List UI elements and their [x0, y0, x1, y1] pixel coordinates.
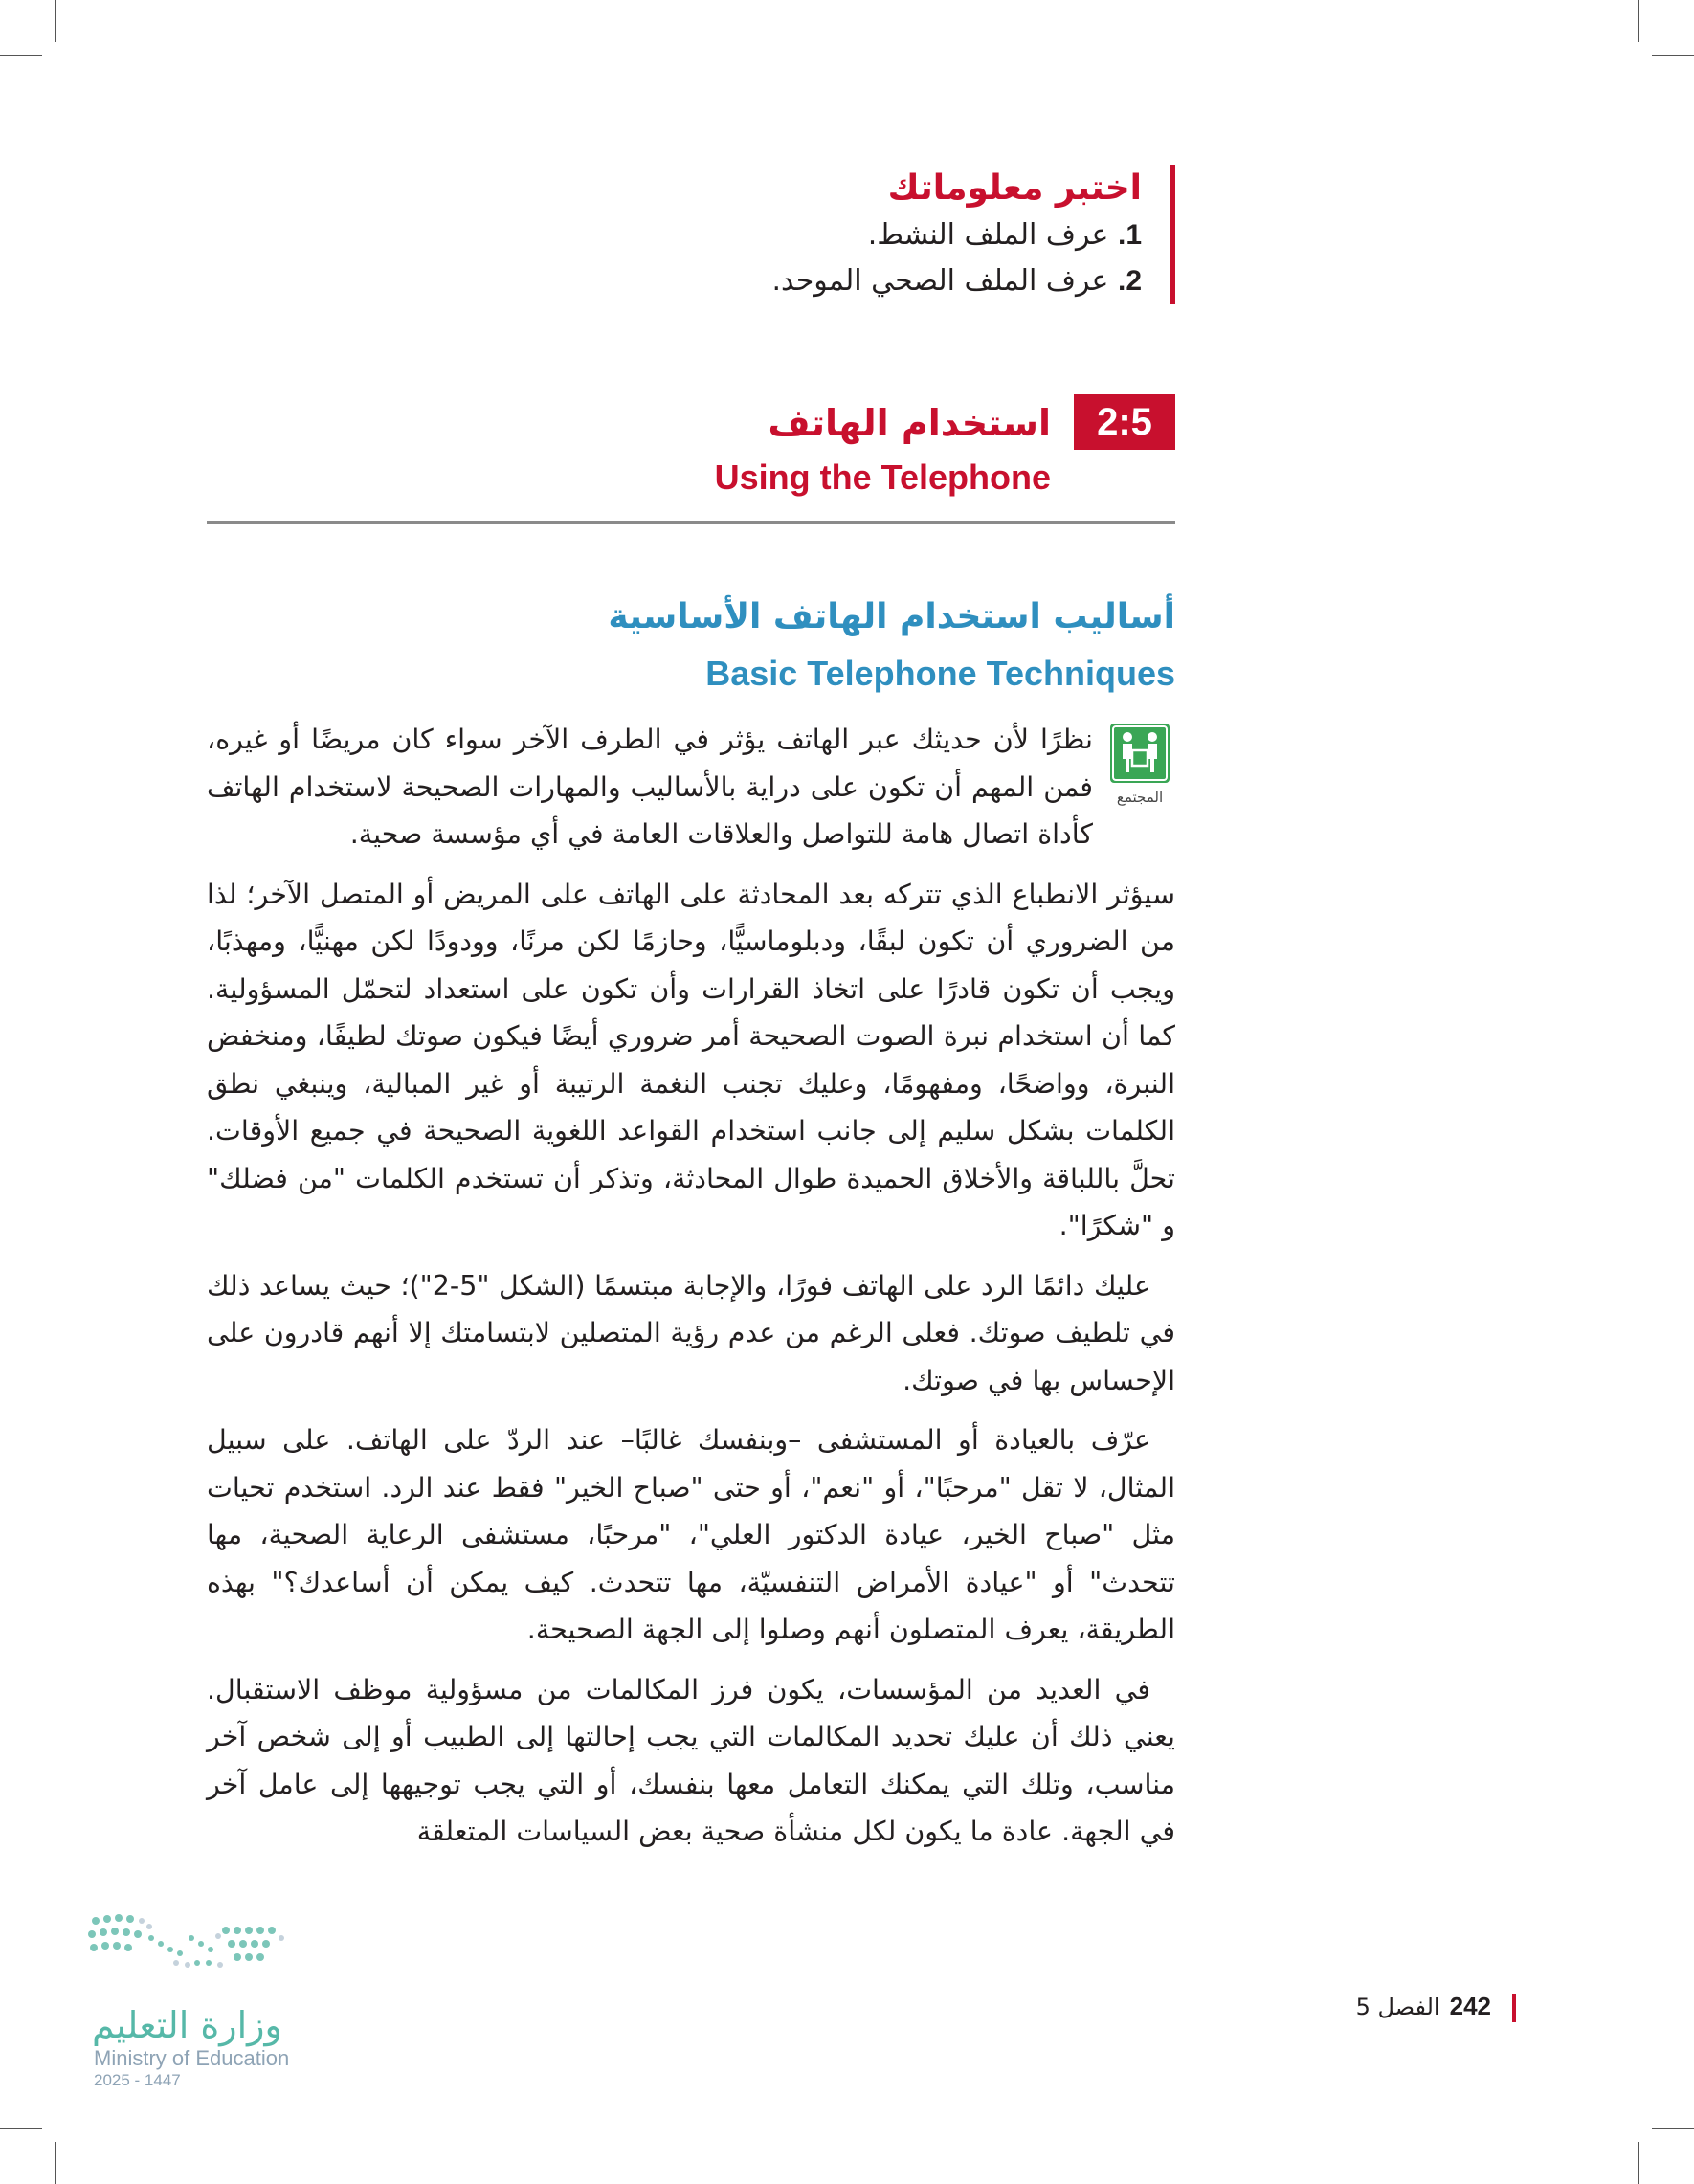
review-item: [536, 212, 1142, 258]
paragraph: نظرًا لأن حديثك عبر الهاتف يؤثر في الطرف الآخر سواء كان مريضًا أو غيره، فمن المهم أن تكون على دراية بالأساليب والمهارات الصحيحة لاستخدام الهاتف كأداة اتصال هامة للتواصل والعلاقات العامة في أي مؤسسة صحية.: [207, 724, 1093, 850]
crop-mark: [1652, 2128, 1694, 2129]
review-item-number: 1.: [1117, 219, 1142, 251]
review-box: [536, 165, 1175, 304]
crop-mark: [1638, 2142, 1639, 2184]
review-title: اختبر معلوماتك: [887, 168, 1142, 208]
crop-mark: [55, 2142, 56, 2184]
section-title-en: Using the Telephone: [714, 457, 1051, 497]
review-item-text: عرف الملف النشط.: [867, 218, 1109, 252]
page-footer: [1356, 1987, 1516, 2026]
paragraph: عليك دائمًا الرد على الهاتف فورًا، والإجابة مبتسمًا (الشكل "5-2")؛ حيث يساعد ذلك في تلطيف صوتك. فعلى الرغم من عدم رؤية المتصلين لابتسامتك إلا أنهم قادرون على الإحساس بها في صوتك.: [207, 1269, 1175, 1396]
section-number: 2:5: [1074, 394, 1175, 450]
review-item-number: 2.: [1117, 265, 1142, 297]
review-item-text: عرف الملف الصحي الموحد.: [771, 264, 1109, 298]
community-icon-label: المجتمع: [1116, 789, 1164, 806]
page-number: 242: [1449, 1992, 1491, 2020]
ministry-name-en: Ministry of Education: [94, 2046, 290, 2070]
crop-mark: [0, 55, 42, 56]
section-divider: [207, 521, 1175, 524]
footer-bar: [1512, 1994, 1516, 2022]
subsection-title-en: Basic Telephone Techniques: [705, 654, 1175, 693]
crop-mark: [0, 2128, 42, 2129]
paragraph: في العديد من المؤسسات، يكون فرز المكالمات من مسؤولية موظف الاستقبال. يعني ذلك أن عليك تحديد المكالمات التي يجب إحالتها إلى الطبيب أو إلى شخص آخر مناسب، وتلك التي يمكنك التعامل معها بنفسك، أو التي يجب توجيهها إلى عامل آخر في الجهة. عادة ما يكون لكل منشأة صحية بعض السياسات المتعلقة: [207, 1673, 1175, 1847]
section-title-ar: استخدام الهاتف: [768, 402, 1051, 444]
body-text: [207, 716, 1175, 1868]
subsection-title-ar: أساليب استخدام الهاتف الأساسية: [608, 597, 1175, 636]
ministry-name-ar: وزارة التعليم: [92, 2004, 282, 2046]
paragraph: سيؤثر الانطباع الذي تتركه بعد المحادثة على الهاتف على المريض أو المتصل الآخر؛ لذا من الضروري أن تكون لبقًا، ودبلوماسيًّا، وحازمًا لكن مرنًا، وودودًا لكن مهنيًّا، ومهذبًا، ويجب أن تكون قادرًا على اتخاذ القرارات وأن تكون على استعداد لتحمّل المسؤولية. كما أن استخدام نبرة الصوت الصحيحة أمر ضروري أيضًا فيكون صوتك لطيفًا، ومنخفض النبرة، وواضحًا، ومفهومًا، وعليك تجنب النغمة الرتيبة أو غير المبالية، وينبغي نطق الكلمات بشكل سليم إلى جانب استخدام القواعد اللغوية الصحيحة في جميع الأوقات. تحلَّ باللباقة والأخلاق الحميدة طوال المحادثة، وتذكر أن تستخدم الكلمات "من فضلك" و "شكرًا".: [207, 878, 1175, 1241]
review-item: [536, 258, 1142, 304]
crop-mark: [55, 0, 56, 42]
chapter-label: الفصل 5: [1355, 1994, 1440, 2020]
crop-mark: [1652, 55, 1694, 56]
crop-mark: [1638, 0, 1639, 42]
ministry-year: 2025 - 1447: [94, 2071, 181, 2089]
paragraph: عرّف بالعيادة أو المستشفى –وبنفسك غالبًا– عند الردّ على الهاتف. على سبيل المثال، لا تقل "مرحبًا"، أو "نعم"، أو حتى "صباح الخير" فقط عند الرد. استخدم تحيات مثل "صباح الخير، عيادة الدكتور العلي"، "مرحبًا، مستشفى الرعاية الصحية، مها تتحدث" أو "عيادة الأمراض التنفسيّة، مها تتحدث. كيف يمكن أن أساعدك؟" بهذه الطريقة، يعرف المتصلون أنهم وصلوا إلى الجهة الصحيحة.: [207, 1424, 1175, 1645]
section-header: [211, 394, 1175, 524]
